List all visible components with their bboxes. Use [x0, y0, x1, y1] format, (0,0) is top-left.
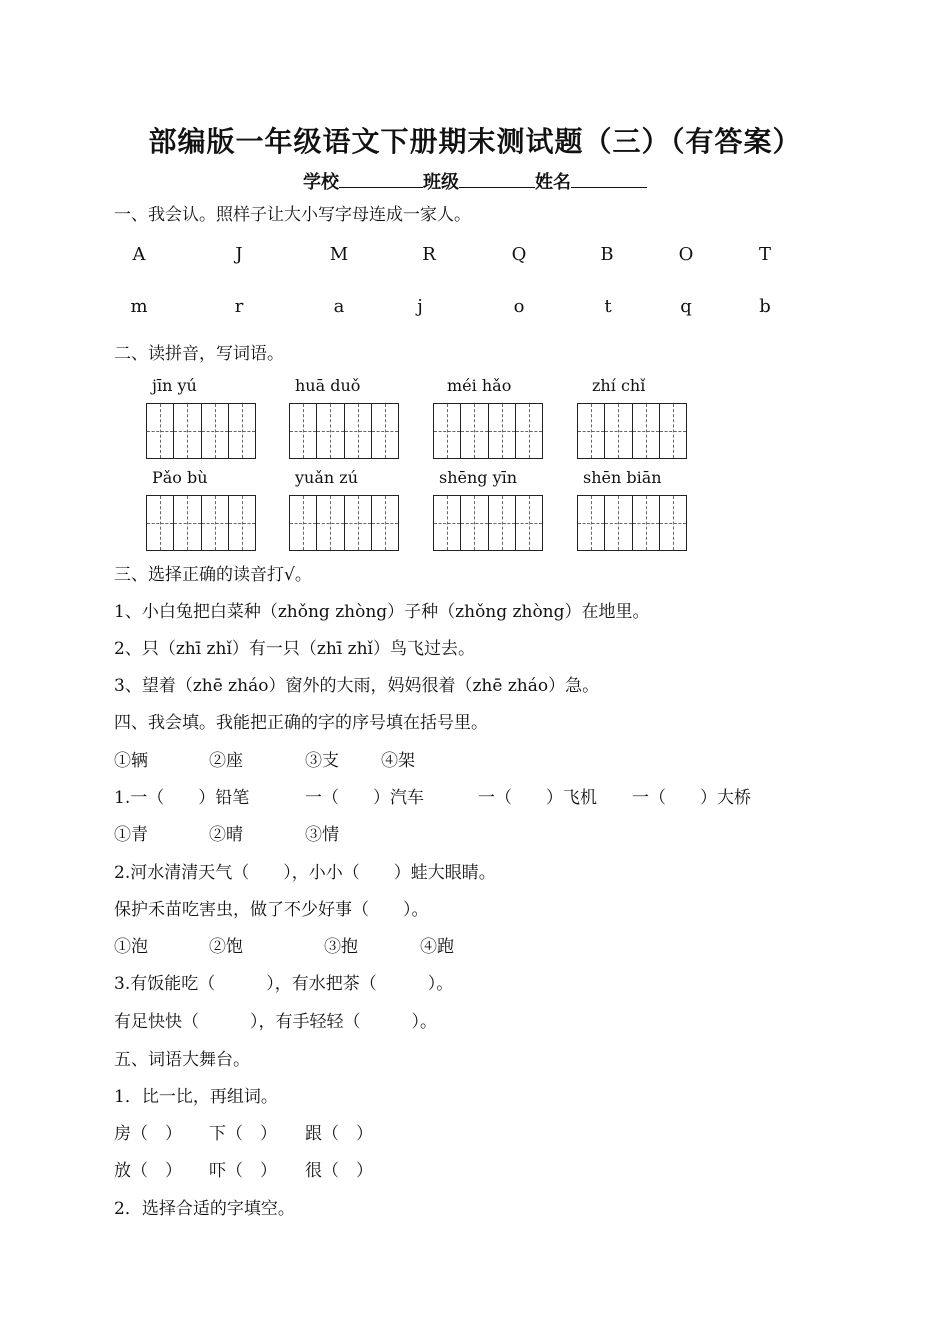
class-blank[interactable] — [459, 171, 535, 188]
fill-blank: 一（ ）大桥 — [632, 788, 751, 808]
name-blank[interactable] — [571, 171, 647, 188]
section3-heading: 三、选择正确的读音打√。 — [114, 565, 312, 585]
word-blank: 放（ ） — [114, 1161, 182, 1181]
pinyin-label: Pǎo bù — [152, 468, 208, 487]
page-title: 部编版一年级语文下册期末测试题（三）（有答案） — [148, 125, 802, 158]
option: ④架 — [381, 751, 415, 771]
sub-question: 1．比一比，再组词。 — [114, 1087, 278, 1107]
lower-letter: r — [234, 296, 244, 317]
writing-grid[interactable] — [289, 403, 399, 459]
student-info — [0, 168, 950, 194]
option: ④跑 — [420, 937, 454, 957]
question-line: 3、望着（zhē zháo）窗外的大雨，妈妈很着（zhē zháo）急。 — [114, 676, 600, 696]
pinyin-label: shēn biān — [583, 468, 662, 487]
option: ①辆 — [114, 751, 148, 771]
writing-grid[interactable] — [289, 495, 399, 551]
upper-letter: M — [329, 244, 349, 265]
upper-letter: J — [235, 244, 243, 265]
lower-letter: m — [130, 296, 148, 317]
writing-grid[interactable] — [433, 495, 543, 551]
option: ①青 — [114, 825, 148, 845]
fill-blank: 一（ ）飞机 — [478, 788, 597, 808]
option: ②晴 — [209, 825, 243, 845]
section1-heading: 一、我会认。照样子让大小写字母连成一家人。 — [114, 205, 471, 225]
pinyin-label: yuǎn zú — [295, 468, 359, 487]
writing-grid[interactable] — [146, 403, 256, 459]
word-blank: 房（ ） — [114, 1124, 182, 1144]
pinyin-label: huā duǒ — [295, 376, 361, 395]
option: ③支 — [305, 751, 339, 771]
pinyin-label: jīn yú — [152, 376, 197, 395]
fill-blank: 3.有饭能吃（ ），有水把茶（ ）。 — [114, 974, 454, 994]
word-blank: 吓（ ） — [209, 1161, 277, 1181]
fill-blank: 有足快快（ ），有手轻轻（ ）。 — [114, 1012, 437, 1032]
upper-letter: T — [758, 244, 771, 265]
section4-heading: 四、我会填。我能把正确的字的序号填在括号里。 — [114, 713, 488, 733]
option: ①泡 — [114, 937, 148, 957]
fill-blank: 保护禾苗吃害虫，做了不少好事（ ）。 — [114, 900, 429, 920]
upper-letter: R — [422, 244, 436, 265]
fill-blank: 2.河水清清天气（ ），小小（ ）蛙大眼睛。 — [114, 863, 496, 883]
class-label: 班级 — [423, 172, 459, 193]
name-label: 姓名 — [535, 172, 571, 193]
writing-grid[interactable] — [577, 495, 687, 551]
upper-letter: O — [678, 244, 694, 265]
word-blank: 下（ ） — [209, 1124, 277, 1144]
option: ③抱 — [324, 937, 358, 957]
lower-letter: b — [759, 296, 771, 317]
question-line: 1、小白兔把白菜种（zhǒng zhòng）子种（zhǒng zhòng）在地里。 — [114, 602, 650, 622]
option: ③情 — [305, 825, 339, 845]
lower-letter: t — [604, 296, 612, 317]
lower-letter: q — [680, 296, 692, 317]
writing-grid[interactable] — [146, 495, 256, 551]
lower-letter: a — [333, 296, 345, 317]
word-blank: 很（ ） — [305, 1161, 373, 1181]
option: ②座 — [209, 751, 243, 771]
writing-grid[interactable] — [433, 403, 543, 459]
upper-letter: Q — [511, 244, 527, 265]
fill-blank: 1.一（ ）铅笔 — [114, 788, 250, 808]
option: ②饱 — [209, 937, 243, 957]
writing-grid[interactable] — [577, 403, 687, 459]
word-blank: 跟（ ） — [305, 1124, 373, 1144]
pinyin-label: méi hǎo — [447, 376, 512, 395]
lower-letter: j — [417, 296, 423, 317]
upper-letter: A — [132, 244, 146, 265]
school-blank[interactable] — [339, 171, 423, 188]
section2-heading: 二、读拼音，写词语。 — [114, 344, 284, 364]
fill-blank: 一（ ）汽车 — [305, 788, 424, 808]
lower-letter: o — [513, 296, 525, 317]
sub-question: 2．选择合适的字填空。 — [114, 1199, 295, 1219]
upper-letter: B — [600, 244, 614, 265]
pinyin-label: shēng yīn — [439, 468, 518, 487]
question-line: 2、只（zhī zhǐ）有一只（zhī zhǐ）鸟飞过去。 — [114, 639, 475, 659]
pinyin-label: zhí chǐ — [592, 376, 646, 395]
section5-heading: 五、词语大舞台。 — [114, 1050, 250, 1070]
school-label: 学校 — [303, 172, 339, 193]
